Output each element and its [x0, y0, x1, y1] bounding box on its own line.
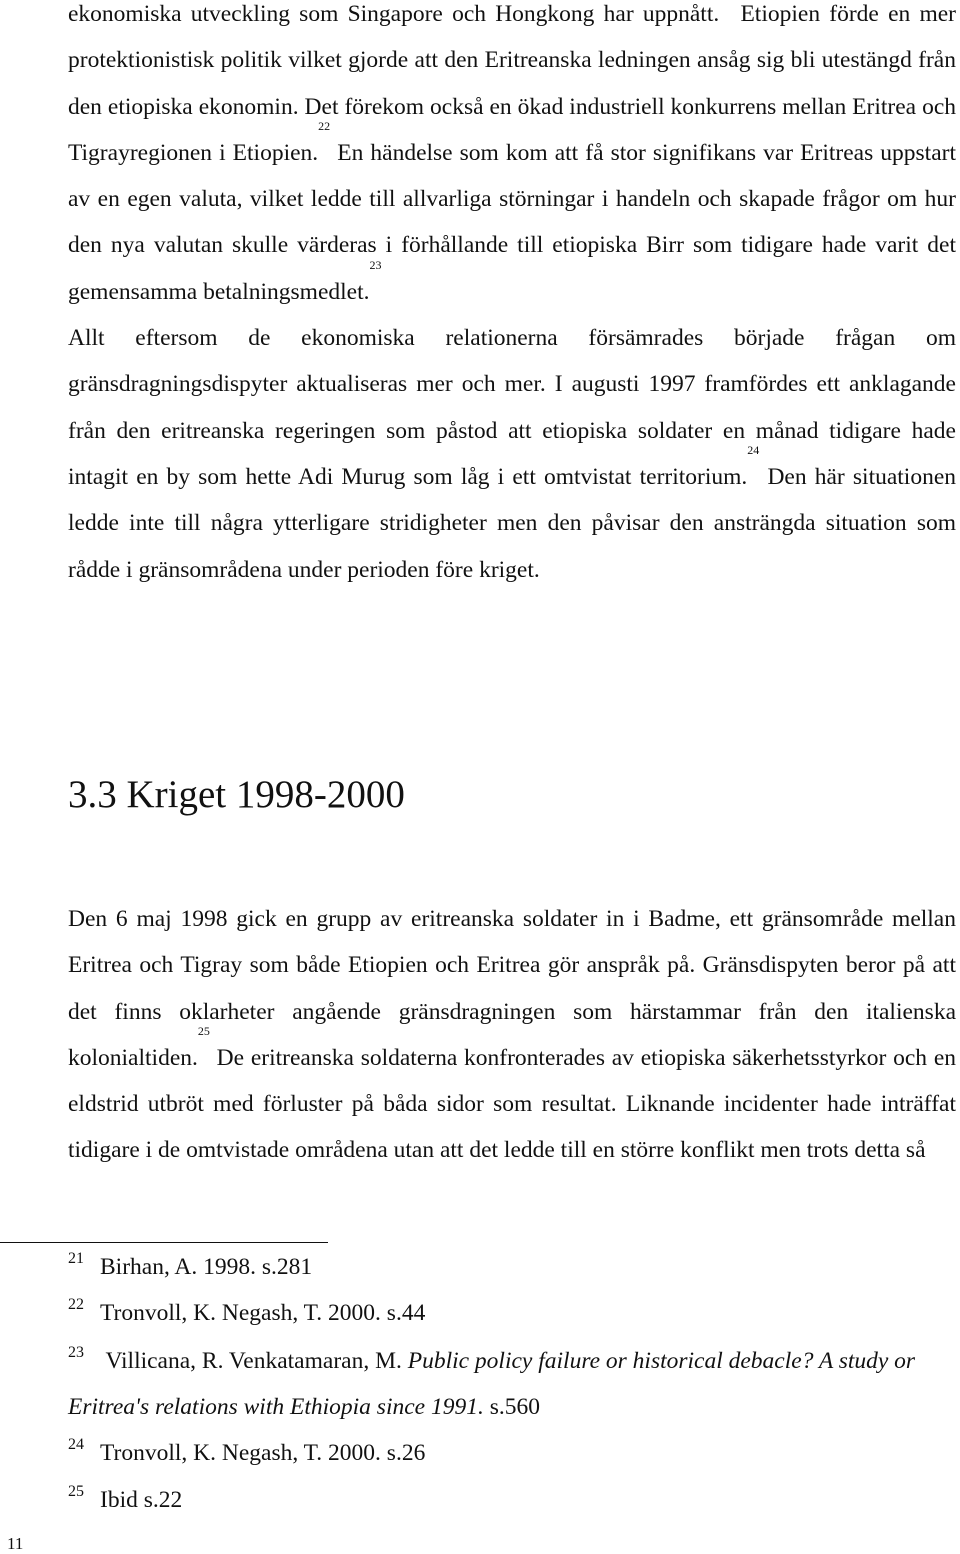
paragraph-economy: [68, 0, 956, 315]
paragraph-border-disputes: [68, 315, 956, 593]
page-number: 11: [7, 1534, 24, 1553]
paragraph-text: ekonomiska utveckling som Singapore och Hongkong har uppnått.: [68, 1, 720, 27]
paragraph-text: En händelse som kom att få stor signifikans var Eritreas uppstart av en egen valuta, vilket ledde till allvarliga störningar i handeln och skapade frågor om hur den nya valutan skulle värderas i förhållande till etiopiska Birr som tidigare hade varit det gemensamma betalningsmedlet.: [68, 139, 956, 305]
paragraph-badme: [68, 896, 956, 1174]
paragraph-text: Allt eftersom de ekonomiska relationerna försämrades började frågan om gränsdragningsdispyter aktualiseras mer och mer. I augusti 1997 framfördes ett anklagande från den eritreanska regeringen som påstod att etiopiska soldater en månad tidigare hade intagit en by som hette Adi Murug som låg i ett omtvistat territorium.: [68, 325, 956, 490]
footnote-ref-25[interactable]: 25: [197, 1023, 210, 1038]
paragraph-text: Den här situationen ledde inte till några ytterligare stridigheter men den påvisar den ansträngda situation som rådde i gränsområdena under perioden före kriget.: [68, 463, 957, 583]
footnote-page: s.560: [483, 1394, 540, 1421]
footnote-text: [68, 1348, 915, 1420]
footnote-24: [68, 1430, 956, 1476]
footnote-ref-22[interactable]: 22: [318, 118, 331, 133]
footnote-number: 23: [68, 1344, 84, 1361]
body-section-before-war: [68, 0, 956, 593]
footnote-23: [68, 1338, 956, 1431]
footnote-number: 22: [68, 1296, 84, 1313]
footnote-21: [68, 1244, 956, 1290]
section-heading: 3.3 Kriget 1998-2000: [68, 773, 405, 816]
footnote-ref-23[interactable]: 23: [369, 257, 382, 272]
footnote-text: Birhan, A. 1998. s.281: [100, 1254, 313, 1280]
footnote-ref-24[interactable]: 24: [747, 442, 760, 457]
body-section-war: [68, 896, 956, 1174]
footnote-text: Tronvoll, K. Negash, T. 2000. s.26: [100, 1440, 426, 1466]
footnote-number: 25: [68, 1483, 84, 1500]
footnote-text: Tronvoll, K. Negash, T. 2000. s.44: [100, 1300, 426, 1326]
paragraph-text: De eritreanska soldaterna konfronterades av etiopiska säkerhetsstyrkor och en eldstrid utbröt med förluster på båda sidor som resultat. Liknande incidenter hade inträffat tidigare i de omtvistade områdena utan att det ledde till en större konflikt men trots detta så: [68, 1044, 956, 1164]
footnote-authors: Villicana, R. Venkatamaran, M.: [105, 1348, 408, 1374]
footnote-text: Ibid s.22: [100, 1487, 183, 1513]
footnote-25: [68, 1477, 956, 1523]
footnote-number: 21: [68, 1250, 84, 1267]
footnote-separator: [0, 1242, 328, 1243]
footnote-title: Public policy failure or historical debacle? A study or Eritrea's relations with Ethiopia since 1991.: [68, 1348, 916, 1421]
footnote-22: [68, 1290, 956, 1336]
footnote-number: 24: [68, 1436, 84, 1453]
paragraph-text: Etiopien förde en mer protektionistisk politik vilket gjorde att den Eritreanska ledningen ansåg sig bli utestängd från den etiopiska ekonomin. Det förekom också en ökad industriell konkurrens mellan Eritrea och Tigrayregionen i Etiopien.: [68, 1, 957, 166]
paragraph-text: Den 6 maj 1998 gick en grupp av eritreanska soldater in i Badme, ett gränsområde mellan Eritrea och Tigray som både Etiopien och Eritrea gör anspråk på. Gränsdispyten beror på att det finns oklarheter angående gränsdragningen som härstammar från den italienska kolonialtiden.: [68, 906, 956, 1071]
